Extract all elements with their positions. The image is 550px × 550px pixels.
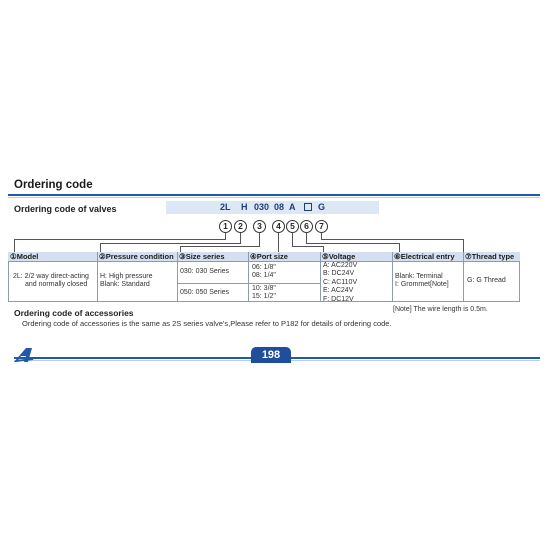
header-port-size: ④Port size — [248, 252, 320, 262]
accessories-text: Ordering code of accessories is the same as 2S series valve's,Please refer to P182 for details of ordering code. — [22, 319, 392, 328]
circle-2: 2 — [234, 220, 247, 233]
code-part-voltage: A — [289, 202, 296, 212]
column-divider — [463, 252, 464, 302]
column-divider — [97, 252, 98, 302]
code-part-pressure: H — [241, 202, 248, 212]
cell-port-050: 10: 3/8" 15: 1/2" — [252, 285, 276, 301]
section-title: Ordering code — [14, 179, 93, 191]
circle-4: 4 — [272, 220, 285, 233]
column-divider — [320, 252, 321, 302]
column-divider — [248, 252, 249, 302]
header-voltage: ⑤Voltage — [320, 252, 392, 262]
code-part-thread: G — [318, 202, 326, 212]
row-divider — [177, 283, 320, 284]
code-part-size: 030 — [254, 202, 270, 212]
header-thread: ⑦Thread type — [463, 252, 520, 262]
header-size-series: ③Size series — [177, 252, 248, 262]
circle-1: 1 — [219, 220, 232, 233]
cell-size-030: 030: 030 Series — [180, 268, 230, 275]
valves-ordering-label: Ordering code of valves — [14, 204, 117, 214]
code-bar — [166, 201, 379, 214]
cell-electrical: Blank: Terminal I: Grommet[Note] — [395, 273, 449, 289]
cell-thread: G: G Thread — [467, 277, 506, 284]
cell-model: 2L: 2/2 way direct-acting and normally closed — [13, 273, 89, 289]
header-electrical: ⑥Electrical entry — [392, 252, 463, 262]
cell-port-030: 06: 1/8" 08: 1/4" — [252, 264, 276, 280]
page-number: 198 — [251, 347, 291, 363]
code-part-port: 08 — [274, 202, 285, 212]
airtac-a-logo-icon — [14, 348, 36, 367]
circle-3: 3 — [253, 220, 266, 233]
column-divider — [392, 252, 393, 302]
header-model: ①Model — [8, 252, 97, 262]
section-divider — [8, 194, 540, 196]
code-part-model: 2L — [220, 202, 231, 212]
code-part-electrical-box — [304, 203, 312, 211]
cell-pressure: H: High pressure Blank: Standard — [100, 273, 153, 289]
wire-length-note: [Note] The wire length is 0.5m. — [393, 306, 488, 313]
header-pressure: ②Pressure condition — [97, 252, 177, 262]
circle-5: 5 — [286, 220, 299, 233]
circle-7: 7 — [315, 220, 328, 233]
accessories-title: Ordering code of accessories — [14, 308, 134, 318]
circle-6: 6 — [300, 220, 313, 233]
cell-size-050: 050: 050 Series — [180, 289, 230, 296]
cell-voltage: A: AC220V B: DC24V C: AC110V E: AC24V F: DC12V — [323, 262, 358, 303]
section-divider-light — [8, 197, 540, 198]
column-divider — [177, 252, 178, 302]
